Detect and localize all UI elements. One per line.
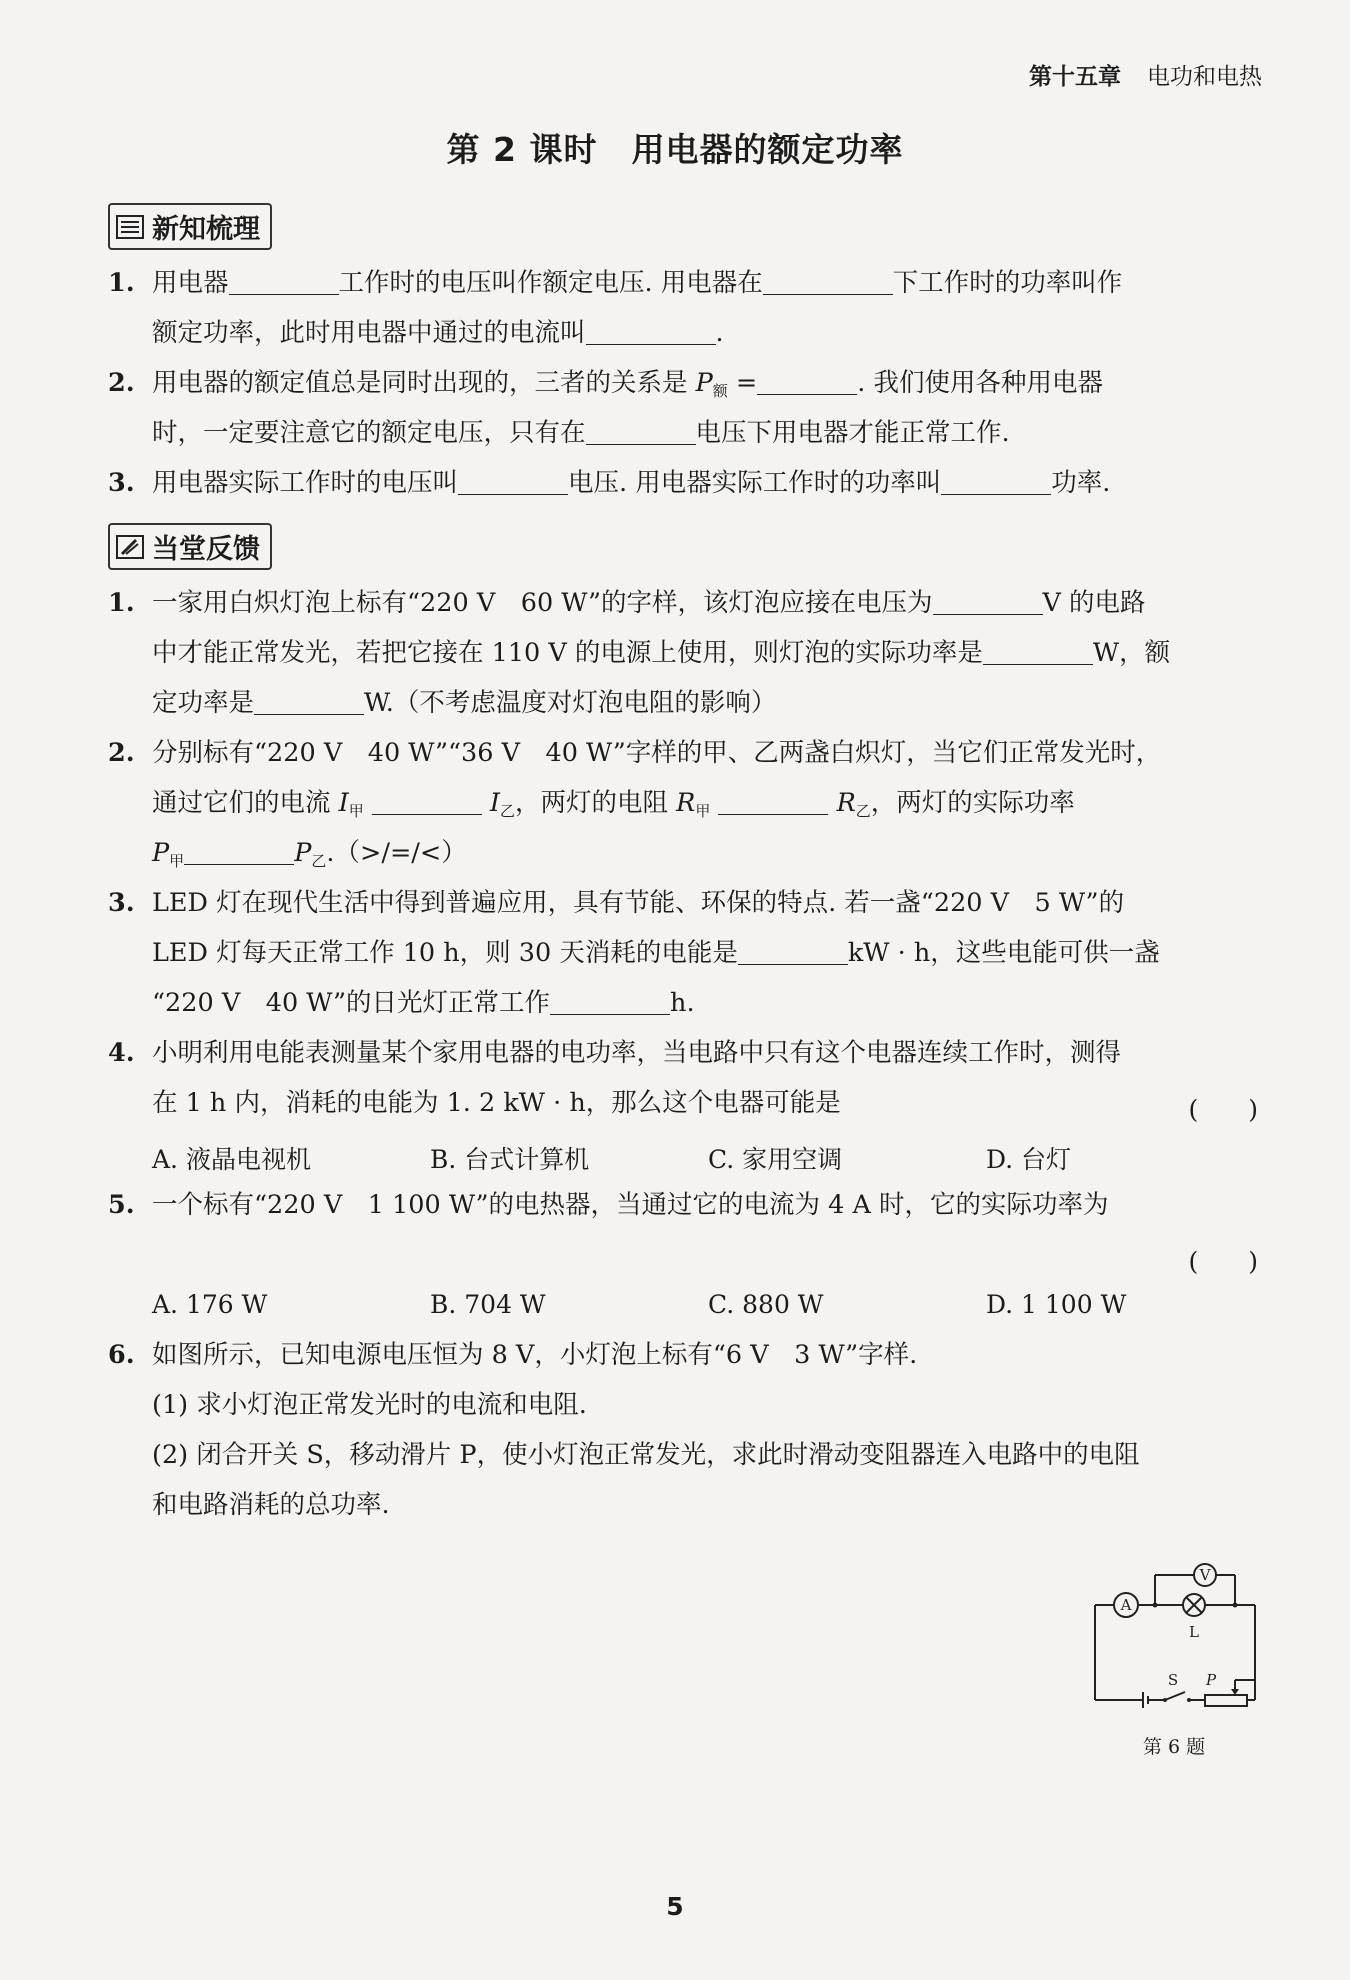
slider-label: P [1205,1671,1217,1689]
feedback-q6-line4: 和电路消耗的总功率. [152,1490,390,1520]
text: 分别标有“220 V 40 W”“36 V 40 W”字样的甲、乙两盏白炽灯，当它们正常发光时， [152,738,1162,768]
answer-blank[interactable] [229,266,339,295]
choice-d[interactable]: D. 台灯 [986,1145,1072,1174]
chapter-header [1029,58,1262,91]
q5-choices [152,1290,1264,1319]
section-feedback-label: 当堂反馈 [152,534,260,565]
text: ，两灯的实际功率 [870,788,1075,818]
feedback-q5-line1 [108,1180,1109,1230]
symbol-r: R [836,788,856,818]
feedback-q1-line3 [152,678,776,728]
text: 在 1 h 内，消耗的电能为 1. 2 kW · h，那么这个电器可能是 [152,1088,841,1118]
text: . [715,318,724,348]
text: 用电器的额定值总是同时出现的，三者的关系是 [152,368,696,398]
knowledge-q1-line2 [152,308,724,358]
text: 通过它们的电流 [152,788,339,818]
feedback-q3-line3 [152,978,695,1028]
text: = [727,368,758,398]
feedback-q3-line1 [108,878,1124,928]
answer-blank[interactable] [586,416,696,445]
pen-icon [116,534,144,560]
subscript: 乙 [500,802,516,820]
page-number: 5 [666,1892,684,1921]
voltmeter-label: V [1199,1566,1211,1584]
answer-blank[interactable] [254,686,364,715]
text: 下工作时的功率叫作 [892,268,1123,298]
text: V 的电路 [1042,588,1146,618]
text: 小明利用电能表测量某个家用电器的电功率，当电路中只有这个电器连续工作时，测得 [152,1038,1122,1068]
knowledge-q2-line2 [152,408,1010,458]
text: 用电器实际工作时的电压叫 [152,468,459,498]
q4-choices [152,1140,1264,1176]
text: 额定功率，此时用电器中通过的电流叫 [152,318,586,348]
section-feedback-tag [108,523,272,570]
choice-a[interactable]: A. 液晶电视机 [152,1145,311,1174]
knowledge-q3-line1 [108,458,1110,508]
chapter-topic: 电功和电热 [1147,64,1262,90]
text: 工作时的电压叫作额定电压. 用电器在 [338,268,763,298]
text: 功率. [1051,468,1111,498]
subscript: 乙 [311,852,327,870]
text: W，额 [1092,638,1171,668]
question-number: 2. [108,738,135,768]
ammeter-label: A [1120,1596,1132,1614]
feedback-q6-line1 [108,1330,917,1380]
feedback-q6-line2: (1) 求小灯泡正常发光时的电流和电阻. [152,1390,587,1420]
book-icon [116,214,144,240]
text: “220 V 40 W”的日光灯正常工作 [152,988,551,1018]
text: 电压下用电器才能正常工作. [695,418,1010,448]
question-number: 3. [108,468,135,498]
answer-blank[interactable] [983,636,1093,665]
text: LED 灯在现代生活中得到普遍应用，具有节能、环保的特点. 若一盏“220 V 5 W”的 [152,888,1125,918]
chapter-label: 第十五章 [1029,64,1121,90]
question-number: 3. [108,888,135,918]
question-number: 5. [108,1190,135,1220]
section-knowledge-tag [108,203,272,250]
question-number: 6. [108,1340,135,1370]
subscript: 甲 [169,852,185,870]
figure-caption: 第 6 题 [1143,1736,1206,1758]
question-number: 4. [108,1038,135,1068]
text: h. [670,988,695,1018]
feedback-q6-line3: (2) 闭合开关 S，移动滑片 P，使小灯泡正常发光，求此时滑动变阻器连入电路中的电阻 [152,1440,1140,1470]
symbol-r: R [676,788,696,818]
answer-blank[interactable] [586,316,716,345]
answer-blank[interactable] [933,586,1043,615]
subscript: 额 [712,382,728,400]
symbol-i: I [489,788,500,818]
text: 定功率是 [152,688,255,718]
text: .（>/=/<） [326,838,467,868]
answer-parentheses[interactable]: ( ) [1188,1247,1258,1276]
lamp-label: L [1189,1623,1199,1641]
text: 时，一定要注意它的额定电压，只有在 [152,418,586,448]
answer-blank[interactable] [941,466,1051,495]
symbol-p: P [695,368,713,398]
choice-b[interactable]: B. 704 W [430,1290,546,1319]
feedback-q4-line2 [152,1078,841,1128]
symbol-i: I [338,788,349,818]
text: kW · h，这些电能可供一盏 [847,938,1160,968]
choice-b[interactable]: B. 台式计算机 [430,1145,590,1174]
text: ，两灯的电阻 [515,788,677,818]
text: . 我们使用各种用电器 [857,368,1103,398]
text: 中才能正常发光，若把它接在 110 V 的电源上使用，则灯泡的实际功率是 [152,638,983,668]
switch-label: S [1167,1671,1179,1689]
section-knowledge-label: 新知梳理 [152,214,260,245]
answer-blank[interactable] [458,466,568,495]
answer-parentheses[interactable]: ( ) [1188,1095,1258,1124]
text: LED 灯每天正常工作 10 h，则 30 天消耗的电能是 [152,938,738,968]
text: W.（不考虑温度对灯泡电阻的影响） [364,688,777,718]
question-number: 2. [108,368,135,398]
choice-c[interactable]: C. 880 W [708,1290,824,1319]
symbol-p: P [294,838,312,868]
feedback-q1-line2 [152,628,1170,678]
answer-blank[interactable] [718,786,828,815]
subscript: 甲 [348,802,364,820]
subscript: 乙 [855,802,871,820]
choice-c[interactable]: C. 家用空调 [708,1145,843,1174]
text: 一家用白炽灯泡上标有“220 V 60 W”的字样，该灯泡应接在电压为 [152,588,933,618]
feedback-q4-line1 [108,1028,1121,1078]
circuit-diagram [1085,1535,1285,1735]
answer-blank[interactable] [550,986,670,1015]
question-number: 1. [108,588,135,618]
subscript: 甲 [695,802,711,820]
text: 用电器 [152,268,229,298]
answer-blank[interactable] [372,786,482,815]
answer-blank[interactable] [738,936,848,965]
feedback-q3-line2 [152,928,1160,978]
feedback-q2-line1 [108,728,1161,778]
text: 电压. 用电器实际工作时的功率叫 [568,468,942,498]
question-number: 1. [108,268,135,298]
answer-blank[interactable] [763,266,893,295]
text: 一个标有“220 V 1 100 W”的电热器，当通过它的电流为 4 A 时，它的实际功率为 [152,1190,1109,1220]
symbol-p: P [152,838,170,868]
answer-blank[interactable] [184,836,294,865]
feedback-q1-line1 [108,578,1146,628]
answer-blank[interactable] [757,366,857,395]
lesson-title: 第 2 课时 用电器的额定功率 [446,130,904,169]
knowledge-q1-line1 [108,258,1122,308]
text: 如图所示，已知电源电压恒为 8 V，小灯泡上标有“6 V 3 W”字样. [152,1340,918,1370]
choice-a[interactable]: A. 176 W [152,1290,268,1319]
choice-d[interactable]: D. 1 100 W [986,1290,1127,1319]
